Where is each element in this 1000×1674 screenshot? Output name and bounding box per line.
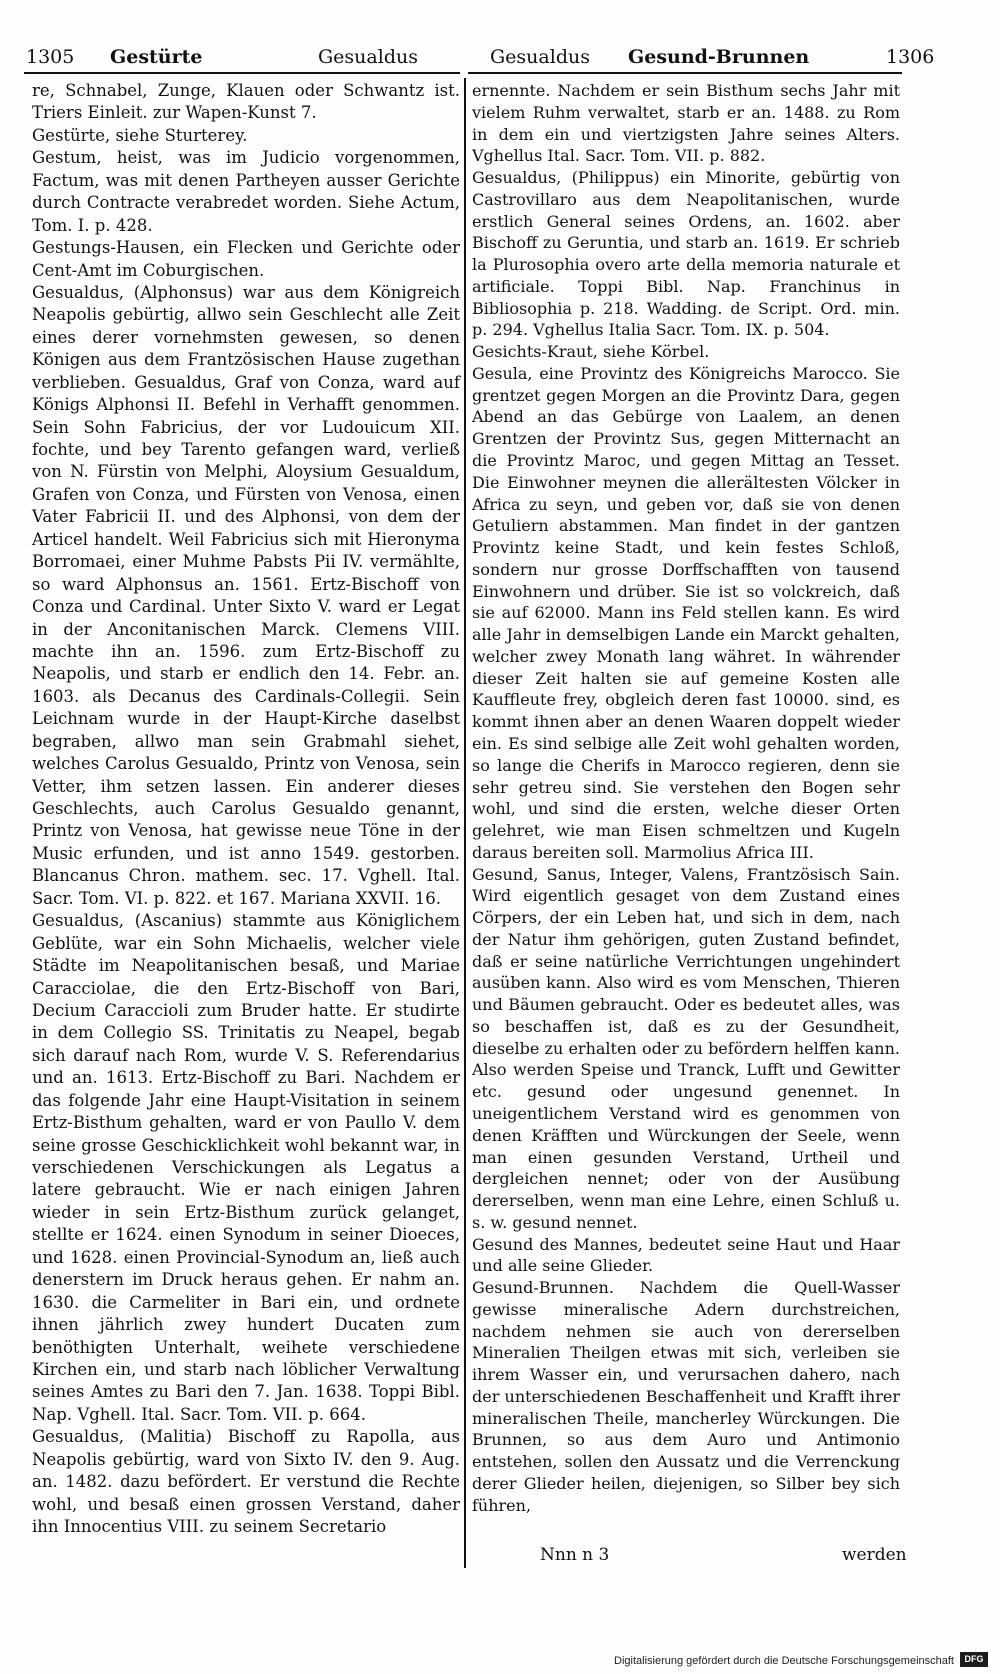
paragraph: Gesualdus, (Philippus) ein Minorite, gebürtig von Castrovillaro aus dem Neapolitanischen, wurde erstlich General seines Ordens, an. 1602. aber Bischoff zu Geruntia, und starb an. 1619. Er schrieb la Plurosophia overo arte della memoria naturale et artificiale. Toppi Bibl. Nap. Franchinus in Bibliosophia p. 218. Wadding. de Script. Ord. min. p. 294. Vghellus Italia Sacr. Tom. IX. p. 504. bbox=[472, 168, 900, 340]
dfg-logo: DFG bbox=[960, 1652, 988, 1667]
running-title-right: Gesualdus bbox=[490, 46, 590, 68]
paragraph: Gesund-Brunnen. Nachdem die Quell-Wasser gewisse mineralische Adern durchstreichen, nachdem nehmen sie auch von dererselben Mineralien Theilgen etwas mit sich, verleiben sie ihrem Wasser ein, und verursachen dahero, nach der unterschiedenen Beschaffenheit und Krafft ihrer mineralischen Theile, mancherley Würckungen. Die Brunnen, so aus dem Auro und Antimonio entstehen, sollen den Aussatz und die Verrenckung derer Glieder heilen, diejenigen, so Silber bey sich führen, bbox=[472, 1278, 900, 1515]
paragraph: ernennte. Nachdem er sein Bisthum sechs Jahr mit vielem Ruhm verwaltet, starb er an. 1488. zu Rom in dem ein und viertzigsten Jahre seines Alters. Vghellus Ital. Sacr. Tom. VII. p. 882. bbox=[472, 81, 900, 166]
page-number-left: 1305 bbox=[26, 46, 75, 68]
paragraph: Gesualdus, (Alphonsus) war aus dem Königreich Neapolis gebürtig, allwo sein Geschlecht alle Zeit eines derer vornehmsten gewesen, so denen Königen aus dem Frantzösischen Hause zugethan verblieben. Gesualdus, Graf von Conza, ward auf Königs Alphonsi II. Befehl in Verhafft genommen. Sein Sohn Fabricius, der vor Ludouicum XII. fochte, und bey Tarento gefangen ward, verließ von N. Fürstin von Melphi, Aloysium Gesualdum, Grafen von Conza, und Fürsten von Venosa, einen Vater Fabricii II. und des Alphonsi, von dem der Articel handelt. Weil Fabricius sich mit Hieronyma Borromaei, einer Muhme Pabsts Pii IV. vermählte, so ward Alphonsus an. 1561. Ertz-Bischoff von Conza und Cardinal. Unter Sixto V. ward er Legat in der Anconitanischen Marck. Clemens VIII. machte ihn an. 1596. zum Ertz-Bischoff zu Neapolis, und starb er endlich den 14. Febr. an. 1603. als Decanus des Cardinals-Collegii. Sein Leichnam wurde in der Haupt-Kirche daselbst begraben, allwo man sein Grabmahl siehet, welches Carolus Gesualdo, Printz von Venosa, sein Vetter, ihm setzen lassen. Ein anderer dieses Geschlechts, auch Carolus Gesualdo genannt, Printz von Venosa, hat gewisse neue Töne in der Music erfunden, und ist anno 1549. gestorben. Blancanus Chron. mathem. sec. 17. Vghell. Ital. Sacr. Tom. VI. p. 822. et 167. Mariana XXVII. 16. bbox=[32, 282, 460, 908]
paragraph: re, Schnabel, Zunge, Klauen oder Schwantz ist. Triers Einleit. zur Wapen-Kunst 7. bbox=[32, 81, 460, 123]
funding-credit: Digitalisierung gefördert durch die Deutsche Forschungsgemeinschaft bbox=[614, 1655, 954, 1667]
paragraph: Gestürte, siehe Sturterey. bbox=[32, 125, 248, 145]
running-title-left: Gesualdus bbox=[318, 46, 418, 68]
catchword-bottom: werden bbox=[842, 1545, 907, 1565]
paragraph: Gesualdus, (Malitia) Bischoff zu Rapolla, aus Neapolis gebürtig, ward von Sixto IV. den 9. Aug. an. 1482. dazu befördert. Er verstund die Rechte wohl, und besaß einen grossen Verstand, daher ihn Innocentius VIII. zu seinem Secretario bbox=[32, 1427, 460, 1536]
signature-mark: Nnn n 3 bbox=[540, 1545, 610, 1565]
column-divider bbox=[464, 78, 466, 1568]
paragraph: Gestum, heist, was im Judicio vorgenommen, Factum, was mit denen Partheyen ausser Gerichte durch Contracte verabredet worden. Siehe Actum, Tom. I. p. 428. bbox=[32, 148, 460, 235]
catchword-left: Gestürte bbox=[110, 46, 203, 68]
paragraph: Gestungs-Hausen, ein Flecken und Gerichte oder Cent-Amt im Coburgischen. bbox=[32, 238, 460, 280]
digitization-footer bbox=[0, 1648, 1000, 1674]
catchword-right: Gesund-Brunnen bbox=[628, 46, 810, 68]
paragraph: Gesualdus, (Ascanius) stammte aus Königlichem Geblüte, war ein Sohn Michaelis, welcher viele Städte im Neapolitanischen besaß, und Mariae Caracciolae, die den Ertz-Bischoff von Bari, Decium Caraccioli zum Bruder hatte. Er studirte in dem Collegio SS. Trinitatis zu Neapel, begab sich darauf nach Rom, wurde V. S. Referendarius und an. 1613. Ertz-Bischoff zu Bari. Nachdem er das folgende Jahr eine Haupt-Visitation in seinem Ertz-Bisthum gehalten, ward er von Paullo V. dem seine grosse Geschicklichkeit wohl bekannt war, in verschiedenen Verschickungen als Legatus a latere gebraucht. Wie er nach einigen Jahren wieder in sein Ertz-Bisthum zurück gelanget, stellte er 1624. einen Synodum in seiner Dioeces, und 1628. einen Provincial-Synodum an, ließ auch denerstern im Druck heraus gehen. Er nahm an. 1630. die Carmeliter in Bari ein, und ordnete ihnen jährlich zwey hundert Ducaten zum benöthigten Unterhalt, weihete verschiedene Kirchen ein, und starb nach löblicher Verwaltung seines Amtes zu Bari den 7. Jan. 1638. Toppi Bibl. Nap. Vghell. Ital. Sacr. Tom. VII. p. 664. bbox=[32, 911, 460, 1424]
paragraph: Gesund, Sanus, Integer, Valens, Frantzösisch Sain. Wird eigentlich gesaget von dem Zustand eines Cörpers, der ein Leben hat, und sich in dem, nach der Natur ihm gehörigen, guten Zustand befindet, daß er seine natürliche Verrichtungen ungehindert ausüben kann. Also wird es vom Menschen, Thieren und Bäumen gebraucht. Oder es bedeutet alles, was so beschaffen ist, daß es zu der Gesundheit, dieselbe zu erhalten oder zu befördern helffen kann. Also werden Speise und Tranck, Lufft und Gewitter etc. gesund oder ungesund genennet. In uneigentlichem Verstand wird es genommen von denen Kräfften und Würckungen der Seele, wenn man einen gesunden Verstand, Urtheil und dergleichen nennet; oder von der Ausübung dererselben, wenn man eine Lehre, einen Schluß u. s. w. gesund nennet. bbox=[472, 864, 900, 1232]
header-rule-left bbox=[24, 72, 460, 74]
paragraph: Gesula, eine Provintz des Königreichs Marocco. Sie grentzet gegen Morgen an die Provintz Dara, gegen Abend an das Gebürge von Laalem, an denen Grentzen der Provintz Sus, gegen Mitternacht an die Provintz Maroc, und gegen Mittag an Tesset. Die Einwohner meynen die allerältesten Völcker in Africa zu seyn, und geben vor, daß sie von denen Getuliern abstammen. Man findet in der gantzen Provintz keine Stadt, und kein festes Schloß, sondern nur grosse Dorffschafften von tausend Einwohnern und drüber. Sie ist so volckreich, daß sie auf 62000. Mann ins Feld stellen kann. Es wird alle Jahr in demselbigen Lande ein Marckt gehalten, welcher zwey Monath lang währet. In währender dieser Zeit halten sie auf gemeine Kosten alle Kauffleute frey, obgleich deren fast 10000. sind, es kommt ihnen aber an denen Waaren doppelt wieder ein. Es sind selbige alle Zeit wohl gehalten worden, so lange die Cherifs in Marocco regieren, denn sie sehr getreu sind. Sie verstehen den Bogen sehr wohl, und sind die ersten, welche dieser Orten gelehret, wie man Eisen schmeltzen und Kugeln daraus bereiten soll. Marmolius Africa III. bbox=[472, 363, 900, 862]
header-rule-right bbox=[468, 72, 902, 74]
paragraph: Gesichts-Kraut, siehe Körbel. bbox=[472, 342, 710, 362]
paragraph: Gesund des Mannes, bedeutet seine Haut und Haar und alle seine Glieder. bbox=[472, 1234, 900, 1276]
page-number-right: 1306 bbox=[886, 46, 935, 68]
text-column-left bbox=[32, 80, 460, 1538]
text-column-right bbox=[472, 80, 900, 1517]
